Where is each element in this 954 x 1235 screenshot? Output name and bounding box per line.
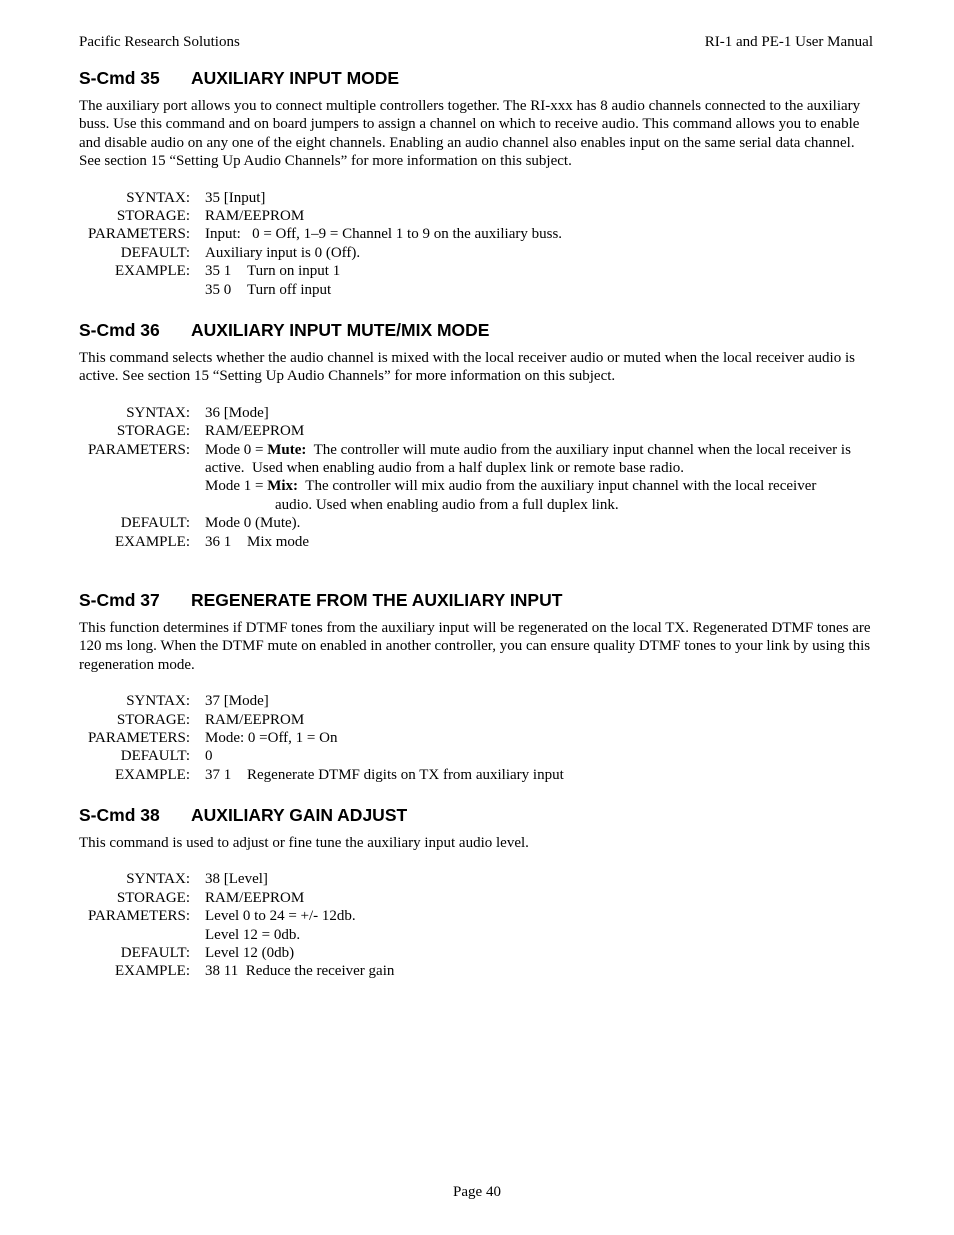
header-company: Pacific Research Solutions (79, 34, 240, 50)
command-fields: SYNTAX: 38 [Level] STORAGE: RAM/EEPROM PARAMETERS: Level 0 to 24 = +/- 12db. Level 12 = 0db. DEFAULT: Level 12 (0db) EXAMPLE: 38 11 Reduce the receiver gain (79, 870, 876, 980)
example-value: 38 11 Reduce the receiver gain (205, 963, 395, 980)
section-description: The auxiliary port allows you to connect multiple controllers together. The RI-xxx has 8 audio channels connected to the auxiliary buss. Use this command and on board jumpers to assign a channel on which to receive audio. This command allows you to enable and disable audio on any one of the eight channels. Enabling an audio channel also enables input on the same serial data channel. See section 15 “Setting Up Audio Channels” for more information on this subject. (79, 98, 861, 170)
parameters-value: Mode 1 = Mix: The controller will mix audio from the auxiliary input channel with the local receiver audio. Used when enabling audio from a full duplex link. (205, 478, 817, 513)
example-value: 36 1 Mix mode (205, 533, 310, 550)
section-heading: S-Cmd 35 AUXILIARY INPUT MODE (79, 68, 400, 88)
section-description: This command is used to adjust or fine tune the auxiliary input audio level. (79, 835, 529, 851)
parameters-value: Mode: 0 =Off, 1 = On (205, 730, 338, 747)
command-fields: SYNTAX: 36 [Mode] STORAGE: RAM/EEPROM PARAMETERS: Mode 0 = Mute: The controller will mute audio from the auxiliary input channel when the local receiver is active. Used when enabling audio from a half duplex link or remote base radio. Mode 1 = Mix: The controller will mix audio from the auxiliary input channel with the local receiver audio. Used when enabling audio from a full duplex link. DEFAULT: Mode 0 (Mute). EXAMPLE: 36 1 Mix mode (79, 404, 876, 551)
storage-value: RAM/EEPROM (205, 423, 305, 440)
syntax-value: 37 [Mode] (205, 693, 269, 710)
page-number: Page 40 (453, 1184, 501, 1200)
default-value: Level 12 (0db) (205, 945, 295, 962)
storage-value: RAM/EEPROM (205, 889, 305, 906)
parameters-value: Mode 0 = Mute: The controller will mute audio from the auxiliary input channel when the local receiver is active. Used when enabling audio from a half duplex link or remote base radio. (205, 441, 855, 477)
section-scmd-35 (79, 67, 876, 299)
default-value: 0 (205, 748, 213, 765)
syntax-value: 38 [Level] (205, 871, 268, 888)
parameters-value: Level 0 to 24 = +/- 12db. (205, 908, 356, 925)
default-value: Auxiliary input is 0 (Off). (205, 244, 361, 261)
header-manual-title: RI-1 and PE-1 User Manual (704, 34, 873, 50)
syntax-value: 35 [Input] (205, 189, 266, 206)
storage-value: RAM/EEPROM (205, 208, 305, 225)
syntax-value: 36 [Mode] (205, 404, 269, 421)
example-value: 35 0 Turn off input (205, 281, 332, 298)
default-value: Mode 0 (Mute). (205, 515, 301, 532)
command-fields: SYNTAX: 35 [Input] STORAGE: RAM/EEPROM PARAMETERS: Input: 0 = Off, 1–9 = Channel 1 to 9 on the auxiliary buss. DEFAULT: Auxiliary input is 0 (Off). EXAMPLE: 35 1 Turn on input 1 35 0 Turn off input (79, 189, 876, 299)
command-fields: SYNTAX: 37 [Mode] STORAGE: RAM/EEPROM PARAMETERS: Mode: 0 =Off, 1 = On DEFAULT: 0 EXAMPLE: 37 1 Regenerate DTMF digits on TX from auxiliary input (79, 692, 876, 784)
storage-value: RAM/EEPROM (205, 711, 305, 728)
example-value: 37 1 Regenerate DTMF digits on TX from auxiliary input (205, 766, 564, 783)
section-scmd-37 (79, 589, 876, 784)
section-heading: S-Cmd 36 AUXILIARY INPUT MUTE/MIX MODE (79, 320, 490, 340)
section-description: This function determines if DTMF tones from the auxiliary input will be regenerated on the local TX. Regenerated DTMF tones are 120 ms long. When the DTMF mute on enabled in another controller, you can ensure quality DTMF tones to your link by using this regeneration mode. (79, 620, 871, 673)
parameters-value: Level 12 = 0db. (205, 926, 301, 943)
parameters-value: Input: 0 = Off, 1–9 = Channel 1 to 9 on the auxiliary buss. (205, 226, 563, 243)
section-heading: S-Cmd 37 REGENERATE FROM THE AUXILIARY INPUT (79, 590, 563, 610)
example-value: 35 1 Turn on input 1 (205, 263, 341, 280)
section-scmd-38 (79, 804, 876, 981)
section-scmd-36 (79, 319, 876, 551)
section-heading: S-Cmd 38 AUXILIARY GAIN ADJUST (79, 805, 408, 825)
section-description: This command selects whether the audio channel is mixed with the local receiver audio or muted when the local receiver audio is active. See section 15 “Setting Up Audio Channels” for more information on this subject. (79, 350, 855, 385)
